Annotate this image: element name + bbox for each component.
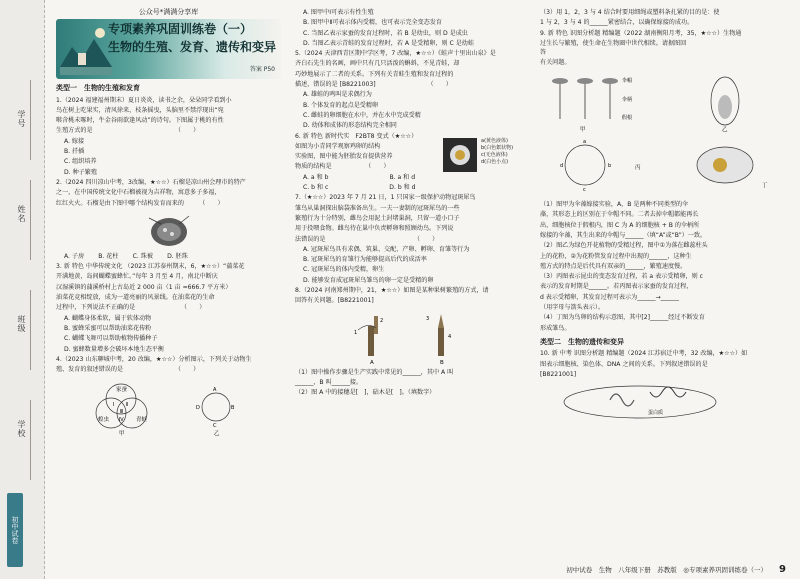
q4-option: C. 当图乙表示家蚕的发育过程时，若 B 是幼虫，则 D 是成虫 [303,29,468,37]
q7-line: 7.（★☆☆）2023 年 7 月 21 日，1 只国家一级保护动物冠斑犀鸟 [295,194,476,202]
svg-text:c: c [583,186,586,193]
q9-figures [540,69,790,197]
egg-legend [481,138,513,166]
class-label: 班级 [17,315,26,333]
q2-line: 红红火火。石榴是由下图中哪个结构发育而来的 （ ） [56,199,224,207]
q2-option-d: D. 胚珠 [167,252,188,260]
svg-text:4: 4 [447,333,451,340]
q8-subq: （3）用 1，2，3 与 4 结合时要用细绳或塑料条扎紧的目的是：使 [540,9,720,16]
q9-subq: 殖方式的特点是后代具有双亲的______，繁殖速度慢。 [540,262,687,270]
q3-option: B. 蜜蜂采蜜可以帮助油菜花传粉 [64,324,152,332]
exam-mark: 初中试卷 [7,493,23,567]
wechat-label: 公众号*满满分享库 [138,8,199,16]
egg-photo [443,138,477,172]
svg-text:2: 2 [379,317,383,324]
q9-subq: 嫁接的伞藻，其生出来的伞帽与______（填“A”或“B”）一致。 [540,231,707,239]
q9-subq: 形成雏鸟。 [540,324,571,332]
q3-option: D. 蜜蜂数量增多会破坏本地生态平衡 [64,345,164,353]
venn-label-frog: 青蛙 [136,417,148,424]
q5-option: A. 雄蛙的鸣叫是求偶行为 [303,91,372,99]
q3-option: A. 蝴蝶身体柔软，属于软体动物 [64,314,152,322]
section-heading-1: 类型一 生物的生殖和发育 [56,84,140,93]
figure-label-bing: 丙 [635,164,641,171]
q1-line: 鸟在树上吃果实，清风徐来，枝条摇曳，头脑里不禁浮现出“宛 [56,106,224,114]
q5-option: C. 雌蛙的卵细胞在水中，并在水中完成受精 [303,111,421,119]
q1-option: C. 组织培养 [64,158,97,166]
q3-line: 开满地黄，岛间蝴蝶蜜蜂忙。”每年 3 月至 4 月，南北中断庆 [56,273,218,281]
q9-line: 过生长与繁殖，使生命在生物圈中世代相续。请据图回答 [540,39,687,57]
figure-label-ding: 丁 [762,182,768,189]
q2-line: 2.（2024 四川凉山中考，3改编，★☆☆）石榴是凉山州会理市的特产 [56,178,246,186]
figure-label-yi: 乙 [722,126,728,133]
grafting-figure [328,308,498,366]
page-number: 9 [779,564,786,575]
figure-label-jia: 甲 [580,126,586,133]
q5-line: 巧妙地展示了二者的关系。下列有关青蛙生殖和发育过程的 [295,70,454,78]
answer-page-ref: 答案 P50 [249,66,275,74]
q7-option: D. 能够发育成冠斑犀鸟雏鸟的卵一定是受精的卵 [303,276,434,284]
venn-label-locust: 蝗虫 [98,417,110,424]
q8-line: 回答有关问题。[B8221001] [295,297,374,305]
figure-label-b: B [439,359,444,366]
q5-line: 5.（2024 天津西青区期中学区考，7 改编，★☆☆）《蛙声十里出山泉》是 [295,50,496,58]
svg-text:D: D [196,405,200,412]
q4-line: 殖、发育的叙述错误的是 （ ） [56,366,200,374]
q1-option: A. 嫁接 [64,137,85,145]
q6-options-row2 [295,183,530,192]
q1-option: B. 扦插 [64,148,85,156]
q2-option-b: B. 花柱 [98,252,119,260]
figure-label-yi: 乙 [214,431,220,438]
student-id-label: 学号 [17,110,26,128]
q7-option: B. 冠斑犀鸟的育雏行为能够提高后代的成活率 [303,256,427,264]
q3-line: 汉湿溪镇的蒲溪桥村上古岛近 2 000 亩（1 亩 ≈666.7 平方米） [56,283,232,291]
q9-subq: 表示的发育时期是______。若丙图表示家蚕的发育过程， [540,283,693,291]
q4-option: D. 当图乙表示青蛙的发育过程时，若 A 是受精卵，则 C 是幼蛙 [303,39,474,47]
q3-line: 3. 新 特色 中华传统文化 （2023 江苏泰州期末，6，★☆☆）“蒲菜花 [56,263,245,271]
title-banner [56,19,281,79]
svg-text:1: 1 [353,329,357,336]
q5-option: D. 幼体和成体的形态结构完全相同 [303,122,397,130]
svg-text:C: C [213,423,217,430]
venn-region-3: Ⅲ [120,409,124,416]
q6-option-b: B. a 和 d [389,173,416,181]
q4-option: A. 图甲中Ⅰ可表示有性生殖 [303,9,374,16]
q6-option-d: D. b 和 d [389,184,416,192]
q9-subq: 藻，其形态上的区别在于伞帽不同。二者去掉伞帽都能再长 [540,211,699,219]
q6-line: 物质的结构是 （ ） [295,163,390,171]
label-protein: 蛋白质 [648,410,664,417]
school-line [30,400,31,480]
pomegranate-flower-figure [139,210,199,250]
banner-title-line1: 专项素养巩固训练卷（一） [108,22,253,37]
svg-text:B: B [231,405,235,412]
venn-region-4: Ⅳ [119,417,124,424]
q8-subq: 1 与 2，3 与 4 的______紧密结合，以确保嫁接的成功。 [540,19,694,27]
q9-line: 9. 新 特色 识图分析题 精编题（2022 湖南衡阳月考，35，★☆☆）生物通 [540,29,742,37]
mountain-reading-illustration [60,23,112,75]
label-stalk: 伞柄 [622,96,633,103]
q4-line: 4.（2023 山东聊城中考，20 改编，★☆☆）分析图示，下列关于动物生 [56,355,252,363]
svg-text:d: d [560,162,564,169]
q9-subq: d 表示受精卵，其发育过程可表示为______→______ [540,293,679,301]
egg-label-a: a(黄色液体) [481,137,508,144]
label-cap: 伞帽 [622,77,633,84]
q9-subq: 出，细胞核位于假根内，图 C 为 A 的细胞核 + B 的伞柄所 [540,221,700,229]
q9-subq: （4）丁图为鸟卵的结构示意图，其中[2]______经过不断发育 [540,314,705,322]
q7-line: 繁殖行为十分特别，雌鸟会用泥土封堵巢洞，只留一道小口子 [295,214,460,222]
chromosome-dna-figure [540,380,740,420]
svg-text:b: b [608,162,612,169]
q8-subq: （1）图中操作步骤是生产实践中常见的______，其中 A 叫 [295,368,454,376]
q2-line: 之一，在中国传统文化中石榴被视为吉祥物，寓意多子多福， [56,189,221,197]
svg-text:3: 3 [425,315,429,322]
q9-subq: （1）图甲为伞藻嫁接实验，A，B 是两种不同类型的伞 [540,201,689,209]
q10-line: 10. 新 中考 识图分析题 精编题（2024 江苏宿迁中考，32 改编，★☆☆）如 [540,350,748,358]
q1-line: 啭含桃未啄时，牛金谷雨欲逢风动”的诗句。下图属于桃的有性 [56,117,224,125]
figure-label-a: A [369,359,374,366]
venn-region-1: Ⅰ [113,402,115,409]
venn-region-2: Ⅱ [126,402,129,409]
banner-title-line2: 生物的生殖、发育、遗传和变异 [108,40,277,55]
q7-option: A. 冠斑犀鸟具有求偶、筑巢、交配、产卵、孵卵、育雏等行为 [303,245,470,253]
q2-option-a: A. 子房 [64,252,85,260]
column-2 [295,8,530,399]
q7-option: C. 冠斑犀鸟的体内受精，卵生 [303,266,385,274]
egg-label-b: b(白色絮状物) [481,144,514,151]
q1-line: 1.（2024 福建福州期末）夏日炎炎，读书之余，朵朵同学看到小 [56,96,232,104]
q8-subq: ______，B 叫______接。 [295,378,363,386]
q5-line: 齐白石先生的名画，画中只有几只活泼的蝌蚪，不见青蛙，却 [295,60,460,68]
q1-option: D. 种子繁殖 [64,168,97,176]
q6-block [295,132,530,172]
q6-options-row1 [295,173,530,182]
q8-line: 8.（2024 河南郑州期中，21，★☆☆）如图是某种果树繁殖的方式，请 [295,287,489,295]
figure-label-jia: 甲 [119,431,125,438]
venn-and-cycle-figure [56,375,276,437]
q6-line: 实验图，图中能为胚胎发育提供营养 [295,153,393,161]
q5-option: B. 个体发育的起点是受精卵 [303,101,379,109]
page-footer [566,564,786,575]
q3-option: C. 蝴蝶飞舞可以帮助植物传播种子 [64,335,158,343]
q6-line: 6. 新 特色 新时代实 F2BT8 变式（★☆☆） [295,132,418,140]
footer-text: 初中试卷 生物 八年级下册 苏教版 ◎专项素养巩固训练卷（一） [566,566,767,574]
svg-text:a: a [583,138,587,145]
venn-label-silkworm: 家蚕 [116,387,128,394]
q10-line: 图表示细胞核、染色体、DNA 之间的关系。下列叙述错误的是 [540,360,708,368]
q5-line: 描述，错误的是 [B8221003] （ ） [295,81,452,89]
id-line [30,80,31,160]
q7-line: 法错误的是 （ ） [295,235,439,243]
class-line [30,290,31,370]
q2-option-c: C. 珠被 [132,252,153,260]
q9-subq: （3）丙图表示昆虫的变态发育过程，若 a 表示受精卵，则 c [540,273,704,281]
q10-line: [B8221001] [540,370,577,378]
name-line [30,180,31,260]
section-heading-2: 类型二 生物的遗传和变异 [540,337,624,346]
q9-subq: （用字母与箭头表示）。 [540,304,604,312]
egg-label-d: d(白色小点) [481,158,509,165]
q1-line: 生殖方式的是 （ ） [56,127,200,135]
q4-option: B. 图甲中Ⅱ可表示体内受精，也可表示完全变态发育 [303,19,443,27]
q7-line: 雏鸟从巢洞探出脑袋准备出生。一夫一妻制的冠斑犀鸟的一些 [295,204,460,212]
q9-line: 有关问题。 [540,59,571,67]
q8-subq: （2）图 A 中的接穗是[ ]，砧木是[ ]。（填数字） [295,389,436,397]
q6-option-a: A. a 和 b [303,173,329,181]
q9-subq: 上的花粉，②为花粉管发育过程中出现的______，这种生 [540,252,692,260]
school-label: 学校 [17,420,26,438]
column-3 [540,8,790,423]
svg-text:A: A [213,387,217,394]
column-1 [56,8,281,441]
q7-line: 用于投喂食物。雌鸟待在巢中负责孵卵和照顾幼鸟。下列说 [295,225,454,233]
egg-label-c: c(无色液体) [481,151,508,158]
name-label: 姓名 [17,205,26,223]
binding-margin [0,0,45,579]
q2-options [56,252,281,261]
q6-line: 如图为小青同学观察鸡卵的结构 [295,142,381,150]
label-rhizoid: 假根 [622,114,633,121]
q9-subq: （2）图乙为绿色开花植物的受精过程，图中①为落在雌蕊柱头 [540,242,708,250]
q3-line: 油菜花竞相绽放，成为一道亮丽的风景线。在油菜花的生命 [56,294,215,302]
q3-line: 过程中，下列说法不正确的是 （ ） [56,304,206,312]
q6-option-c: C. b 和 c [303,184,329,192]
